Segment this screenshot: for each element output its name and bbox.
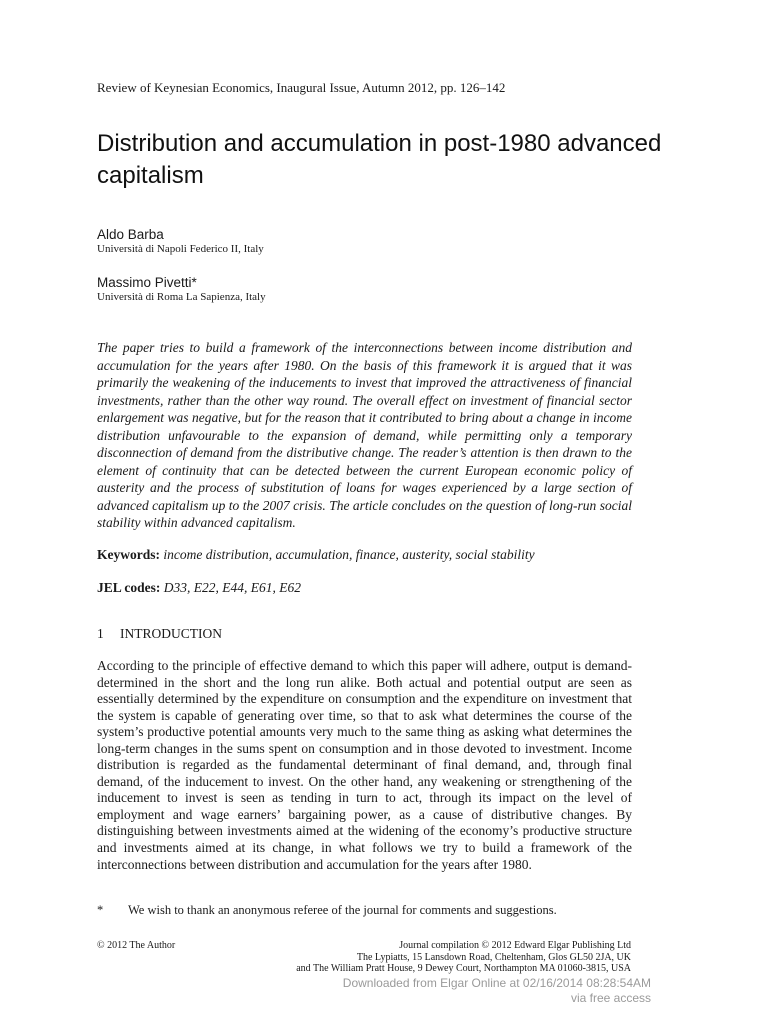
author-affiliation: Università di Napoli Federico II, Italy [97,243,264,255]
section-title: INTRODUCTION [120,626,222,641]
abstract: The paper tries to build a framework of the interconnections between income distribution and accumulation for the years after 1980. On the basis of this framework it is argued that it was primarily the weakening of the inducements to invest that improved the attractiveness of financial investments, rather than the other way round. The overall effect on investment of financial sector enlargement was negative, but for the reason that it contributed to bring about a change in income distribution unfavourable to the expansion of demand, while permitting only a temporary disconnection of demand from the distributive change. The reader’s attention is then drawn to the element of continuity that can be detected between the current European economic policy of austerity and the process of substitution of loans for wages experienced by a large section of advanced capitalism up to the 2007 crisis. The article concludes on the question of long-run social stability within advanced capitalism. [97,340,632,531]
author-name: Aldo Barba [97,227,164,242]
keywords [97,547,535,563]
publisher-info [296,940,631,975]
footnote-text: We wish to thank an anonymous referee of the journal for comments and suggestions. [128,903,557,917]
author-name: Massimo Pivetti* [97,275,197,290]
publisher-line: Journal compilation © 2012 Edward Elgar Publishing Ltd [399,940,631,951]
jel-codes [97,580,301,596]
download-line: Downloaded from Elgar Online at 02/16/2014 08:28:54AM [342,976,651,990]
download-watermark [343,976,651,1006]
download-line: via free access [570,991,651,1005]
copyright: © 2012 The Author [97,940,176,951]
section-heading [97,626,222,642]
keywords-label: Keywords: [97,547,160,562]
body-paragraph: According to the principle of effective demand to which this paper will adhere, output is demand-determined in the short and the long run alike. Both actual and potential output are seen as essentially determined by the expenditure on consumption and the expenditure on investment that the system is capable of generating over time, so that to ask what determines the course of the system’s productive potential amounts very much to the same thing as asking what determines the long-term changes in the sums spent on consumption and in those devoted to investment. Income distribution is regarded as the fundamental determinant of final demand, and, through final demand, of the inducement to invest. On the other hand, any weakening or strengthening of the inducement to invest is seen as tending in turn to act, through its impact on the level of employment and wage earners’ bargaining power, as a cause of distributive changes. By distinguishing between investments aimed at the widening of the economy’s productive structure and investments aimed at its change, in what follows we try to build a framework of the interconnections between distribution and accumulation for the years after 1980. [97,658,632,872]
section-number: 1 [97,626,104,641]
footnote-mark: * [97,903,104,917]
jel-label: JEL codes: [97,580,161,595]
journal-citation: Review of Keynesian Economics, Inaugural Issue, Autumn 2012, pp. 126–142 [97,80,506,95]
author-affiliation: Università di Roma La Sapienza, Italy [97,291,266,303]
jel-value: D33, E22, E44, E61, E62 [163,580,302,595]
article-title: Distribution and accumulation in post-1980 advanced capitalism [97,130,662,189]
publisher-line: and The William Pratt House, 9 Dewey Court, Northampton MA 01060-3815, USA [296,963,631,974]
footnote [97,903,557,918]
publisher-line: The Lypiatts, 15 Lansdown Road, Cheltenham, Glos GL50 2JA, UK [356,951,631,963]
keywords-value: income distribution, accumulation, finance, austerity, social stability [163,547,535,562]
